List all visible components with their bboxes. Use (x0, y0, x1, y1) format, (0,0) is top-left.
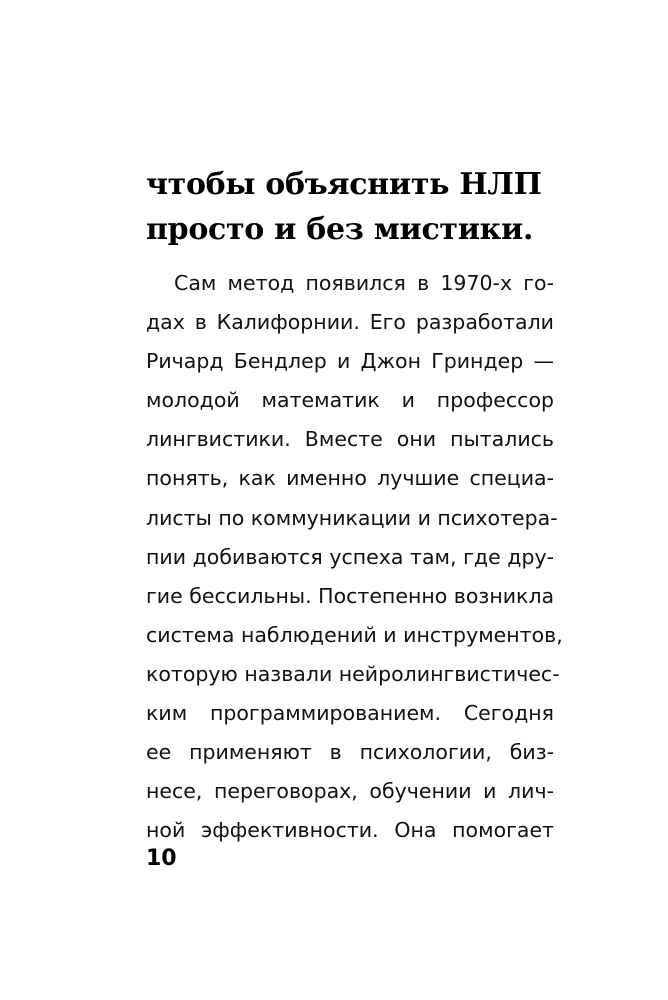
paragraph-line: ким программированием. Сегодня (146, 701, 554, 726)
paragraph-line: система наблюдений и инструментов, (146, 622, 563, 647)
paragraph-line: лингвистики. Вместе они пытались (146, 427, 554, 452)
heading-line: чтобы объяснить НЛП (146, 167, 542, 202)
paragraph-line: Ричард Бендлер и Джон Гриндер — (146, 349, 554, 374)
paragraph-line: Сам метод появился в 1970-х го- (174, 271, 554, 295)
paragraph-line: листы по коммуникации и психотера- (146, 505, 558, 530)
heading-line: просто и без мистики. (146, 212, 534, 247)
body-paragraph (146, 264, 563, 850)
paragraph-line: гие бессильны. Постепенно возникла (146, 583, 555, 608)
paragraph-line: понять, как именно лучшие специа- (146, 466, 554, 491)
paragraph-line: молодой математик и профессор (146, 388, 554, 413)
paragraph-line: несе, переговорах, обучении и лич- (146, 779, 554, 804)
section-heading (146, 162, 566, 252)
paragraph-line: ной эффективности. Она помогает (146, 818, 554, 843)
page-number: 10 (146, 846, 177, 871)
paragraph-line: пии добиваются успеха там, где дру- (146, 544, 554, 569)
paragraph-line: дах в Калифорнии. Его разработали (146, 310, 554, 335)
paragraph-line: которую назвали нейролингвистичес- (146, 661, 560, 686)
paragraph-line: ее применяют в психологии, биз- (146, 740, 554, 765)
